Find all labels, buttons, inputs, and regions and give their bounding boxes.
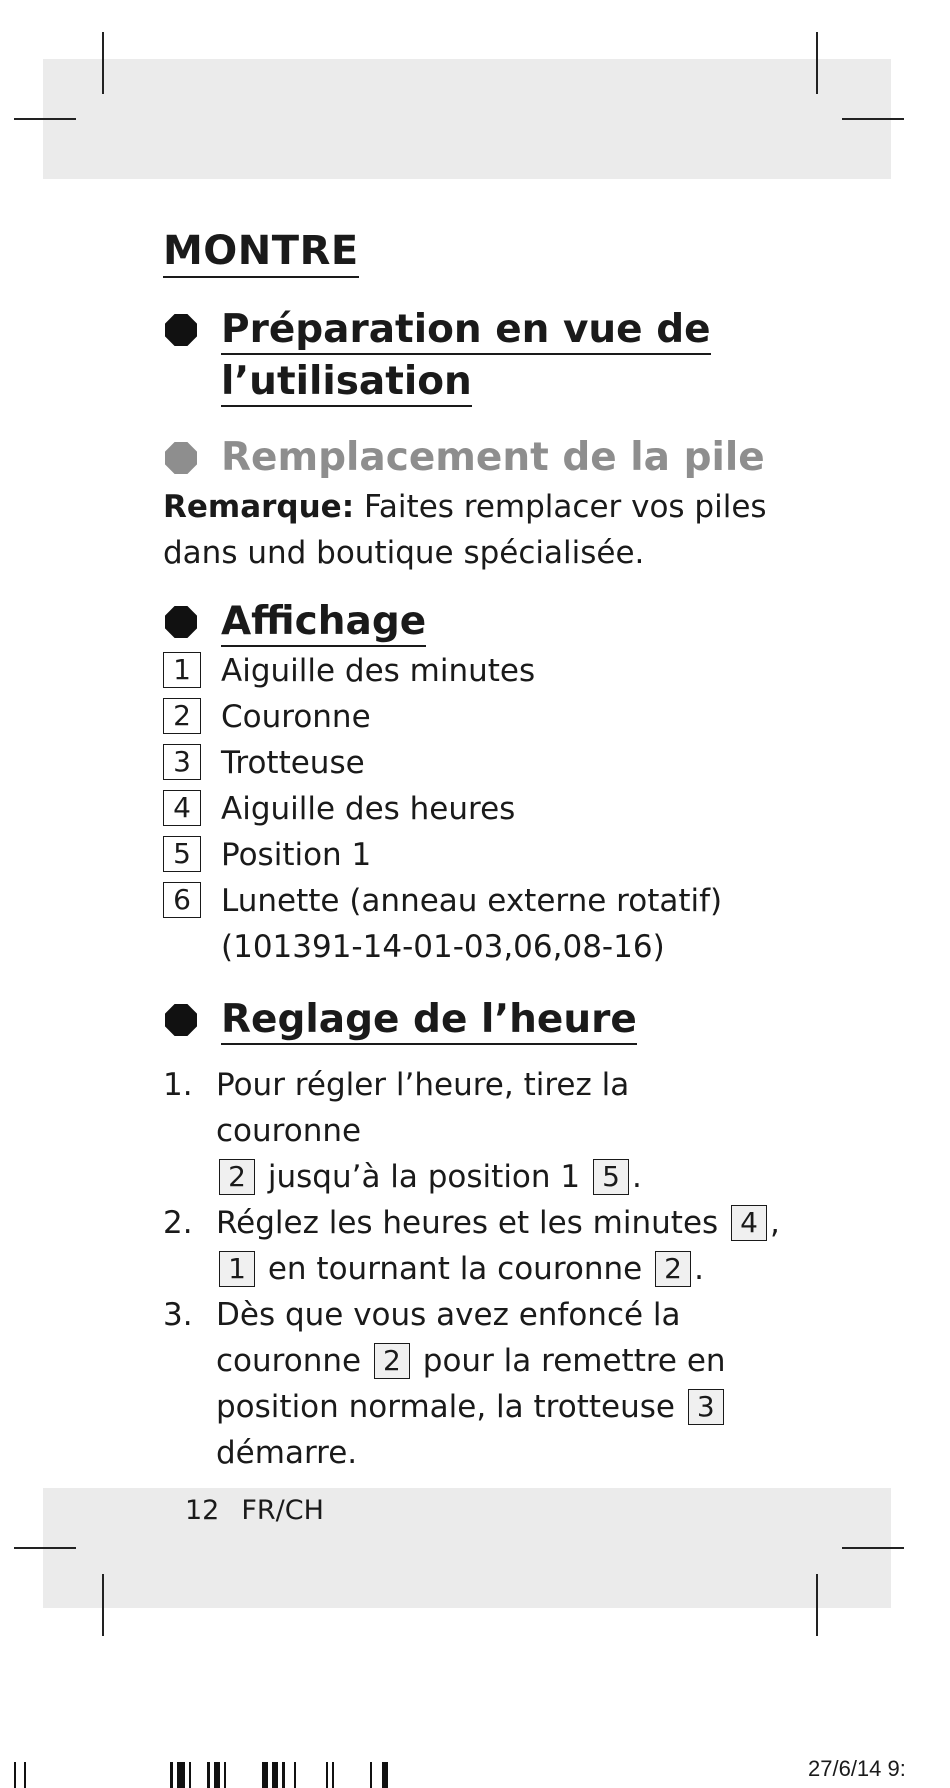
page-footer [185,1495,346,1526]
reference-box: 2 [655,1251,691,1287]
reference-box: 2 [374,1343,410,1379]
reference-box: 5 [593,1159,629,1195]
crop-mark [14,1547,76,1549]
legend-number: 3 [163,744,201,780]
locale-label: FR/CH [241,1495,324,1526]
reference-box: 1 [219,1251,255,1287]
legend-label: Aiguille des heures [221,791,516,827]
step-text: pour la remettre en [412,1343,726,1379]
legend-number: 6 [163,882,201,918]
octagon-bullet-icon [165,314,197,346]
step-text: Dès que vous avez enfoncé la [216,1297,681,1333]
reference-box: 4 [731,1205,767,1241]
legend-number: 5 [163,836,201,872]
step-text: couronne [216,1343,371,1379]
step-number: 1. [163,1067,193,1103]
list-item [163,832,783,878]
print-timestamp: 27/6/14 9: [808,1756,906,1781]
legend-label-model: (101391-14-01-03,06,08-16) [221,929,665,965]
step-number: 2. [163,1205,193,1241]
heading-line: Affichage [221,599,426,647]
header-band [43,59,891,179]
reference-box: 3 [688,1389,724,1425]
legend-label: Aiguille des minutes [221,653,536,689]
crop-mark [842,1547,904,1549]
legend-label: Position 1 [221,837,372,873]
list-item [163,694,783,740]
page-title: MONTRE [163,228,359,278]
list-item [163,1292,783,1476]
octagon-bullet-icon [165,442,197,474]
legend-label: Lunette (anneau externe rotatif) [221,883,723,919]
step-text: jusqu’à la position 1 [258,1159,590,1195]
note-label: Remarque: [163,489,355,525]
step-text: position normale, la trotteuse [216,1389,685,1425]
step-text: démarre. [216,1435,358,1471]
step-number: 3. [163,1297,193,1333]
heading-line: Préparation en vue de [221,307,711,355]
step-text: , [770,1205,780,1241]
section-heading [221,596,783,648]
setting-steps [163,1062,783,1476]
list-item [163,1062,783,1200]
step-text: en tournant la couronne [258,1251,653,1287]
list-item [163,878,783,970]
section-preparation [163,304,783,408]
note-text: Faites remplacer vos piles [354,489,767,525]
legend-number: 4 [163,790,201,826]
section-heading [221,304,783,408]
step-text: . [694,1251,704,1287]
page-number: 12 [185,1495,220,1526]
crop-mark [842,118,904,120]
heading-line: Reglage de l’heure [221,997,637,1045]
crop-mark [102,32,104,94]
section-setting [163,994,783,1046]
legend-label: Couronne [221,699,371,735]
main-content [163,228,783,1476]
step-text: Réglez les heures et les minutes [216,1205,729,1241]
crop-mark [14,118,76,120]
octagon-bullet-icon [165,1004,197,1036]
heading-line: l’utilisation [221,359,472,407]
list-item [163,648,783,694]
list-item [163,786,783,832]
legend-number: 1 [163,652,201,688]
section-heading: Remplacement de la pile [221,435,765,480]
battery-note [163,484,783,576]
note-text: dans und boutique spécialisée. [163,535,645,571]
list-item [163,740,783,786]
legend-number: 2 [163,698,201,734]
section-heading [221,994,783,1046]
list-item [163,1200,783,1292]
octagon-bullet-icon [165,606,197,638]
footer-band [43,1488,891,1608]
print-barcode [0,1762,420,1788]
legend-label: Trotteuse [221,745,365,781]
crop-mark [816,32,818,94]
crop-mark [102,1574,104,1636]
section-battery [163,432,783,484]
section-display [163,596,783,648]
crop-mark [816,1574,818,1636]
display-legend [163,648,783,970]
reference-box: 2 [219,1159,255,1195]
step-text: Pour régler l’heure, tirez la couronne [216,1067,630,1149]
step-text: . [631,1159,642,1195]
